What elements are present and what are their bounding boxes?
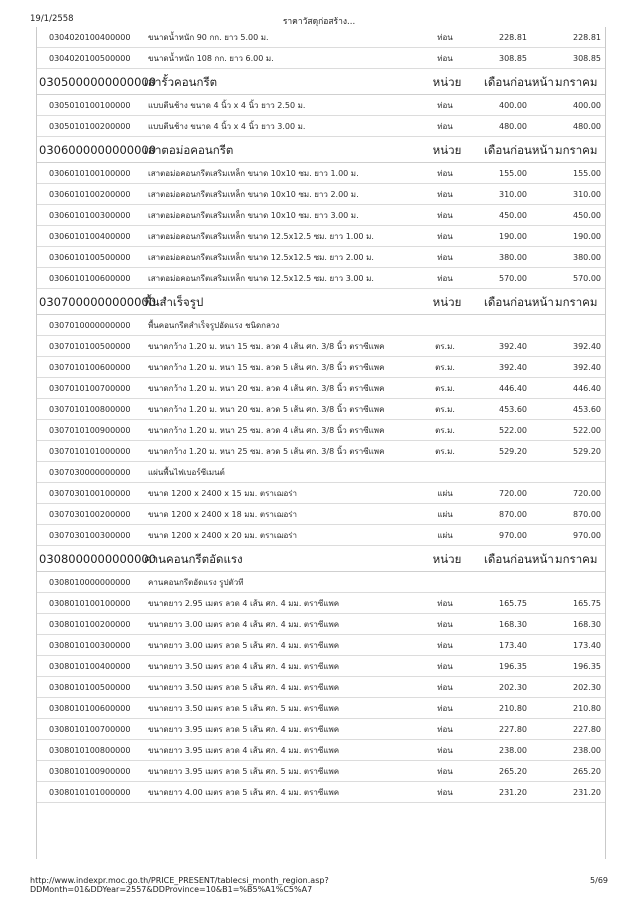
item-code: 0308010000000000 — [49, 578, 131, 587]
table-row — [37, 205, 605, 226]
item-description: ขนาดยาว 3.50 เมตร ลวด 5 เส้น ศก. 5 มม. ตราซีแพค — [148, 704, 340, 713]
item-code: 0308010101000000 — [49, 788, 131, 797]
item-description: ขนาดน้ำหนัก 90 กก. ยาว 5.00 ม. — [148, 33, 269, 42]
table-row — [37, 677, 605, 698]
page-title: ราคาวัสดุก่อสร้าง... — [282, 17, 356, 27]
group-code: 0305000000000000 — [39, 75, 157, 89]
item-description: แบบตีนช้าง ขนาด 4 นิ้ว x 4 นิ้ว ยาว 2.50 ม. — [148, 101, 306, 110]
group-code: 0306000000000000 — [39, 143, 157, 157]
current-month-price: 202.30 — [573, 683, 601, 692]
previous-month-column-header: เดือนก่อนหน้า — [484, 295, 554, 309]
current-month-price: 210.80 — [573, 704, 601, 713]
table-row — [37, 572, 605, 593]
item-description: ขนาดยาว 3.00 เมตร ลวด 5 เส้น ศก. 4 มม. ตราซีแพค — [148, 641, 340, 650]
group-header-row — [37, 69, 605, 95]
group-name: เสาตอม่อคอนกรีต — [144, 143, 234, 157]
item-description: ขนาดกว้าง 1.20 ม. หนา 25 ซม. ลวด 5 เส้น ศก. 3/8 นิ้ว ตราซีแพค — [148, 447, 385, 456]
item-unit: ท่อน — [437, 641, 453, 650]
current-month-price: 480.00 — [573, 122, 601, 131]
current-month-price: 310.00 — [573, 190, 601, 199]
item-code: 0307030100100000 — [49, 489, 131, 498]
unit-column-header: หน่วย — [432, 295, 462, 309]
previous-month-price: 970.00 — [499, 531, 527, 540]
item-description: เสาตอม่อคอนกรีตเสริมเหล็ก ขนาด 10x10 ซม. ยาว 3.00 ม. — [148, 211, 359, 220]
previous-month-price: 522.00 — [499, 426, 527, 435]
item-code: 0307010100900000 — [49, 426, 131, 435]
previous-month-column-header: เดือนก่อนหน้า — [484, 75, 554, 89]
item-unit: ตร.ม. — [435, 384, 455, 393]
print-header — [0, 14, 638, 26]
item-description: ขนาดยาว 3.50 เมตร ลวด 5 เส้น ศก. 4 มม. ตราซีแพค — [148, 683, 340, 692]
table-row — [37, 719, 605, 740]
current-month-price: 400.00 — [573, 101, 601, 110]
previous-month-price: 210.80 — [499, 704, 527, 713]
item-code: 0307030000000000 — [49, 468, 131, 477]
item-unit: ตร.ม. — [435, 405, 455, 414]
item-description: ขนาดยาว 4.00 เมตร ลวด 5 เส้น ศก. 4 มม. ตราซีแพค — [148, 788, 340, 797]
item-code: 0308010100900000 — [49, 767, 131, 776]
table-row — [37, 782, 605, 803]
group-name: คานคอนกรีตอัดแรง — [144, 552, 243, 566]
previous-month-price: 168.30 — [499, 620, 527, 629]
table-row — [37, 184, 605, 205]
item-code: 0304020100400000 — [49, 33, 131, 42]
item-description: ขนาด 1200 x 2400 x 15 มม. ตราเฌอร่า — [148, 489, 298, 498]
print-date: 19/1/2558 — [30, 14, 74, 24]
table-row — [37, 656, 605, 677]
item-code: 0307010101000000 — [49, 447, 131, 456]
unit-column-header: หน่วย — [432, 75, 462, 89]
current-month-price: 446.40 — [573, 384, 601, 393]
group-name: พื้นสำเร็จรูป — [144, 295, 204, 309]
table-row — [37, 761, 605, 782]
item-description: ขนาดยาว 3.00 เมตร ลวด 4 เส้น ศก. 4 มม. ตราซีแพค — [148, 620, 340, 629]
current-month-price: 570.00 — [573, 274, 601, 283]
group-code: 0308000000000000 — [39, 552, 157, 566]
table-row — [37, 163, 605, 184]
table-row — [37, 336, 605, 357]
previous-month-price: 310.00 — [499, 190, 527, 199]
item-unit: ท่อน — [437, 662, 453, 671]
item-unit: ท่อน — [437, 101, 453, 110]
item-code: 0307010100500000 — [49, 342, 131, 351]
previous-month-price: 380.00 — [499, 253, 527, 262]
item-unit: แผ่น — [437, 510, 453, 519]
item-unit: ตร.ม. — [435, 342, 455, 351]
item-description: ขนาดยาว 3.95 เมตร ลวด 4 เส้น ศก. 4 มม. ตราซีแพค — [148, 746, 340, 755]
item-unit: แผ่น — [437, 531, 453, 540]
previous-month-price: 196.35 — [499, 662, 527, 671]
table-row — [37, 483, 605, 504]
item-description: ขนาดน้ำหนัก 108 กก. ยาว 6.00 ม. — [148, 54, 274, 63]
table-row — [37, 504, 605, 525]
previous-month-price: 446.40 — [499, 384, 527, 393]
current-month-price: 970.00 — [573, 531, 601, 540]
current-month-price: 392.40 — [573, 342, 601, 351]
item-code: 0308010100300000 — [49, 641, 131, 650]
item-code: 0308010100100000 — [49, 599, 131, 608]
table-row — [37, 357, 605, 378]
item-unit: ท่อน — [437, 725, 453, 734]
current-month-column-header: มกราคม — [555, 295, 598, 309]
previous-month-price: 173.40 — [499, 641, 527, 650]
item-code: 0306010100400000 — [49, 232, 131, 241]
item-unit: ท่อน — [437, 704, 453, 713]
current-month-column-header: มกราคม — [555, 75, 598, 89]
current-month-price: 522.00 — [573, 426, 601, 435]
item-code: 0307010000000000 — [49, 321, 131, 330]
table-row — [37, 593, 605, 614]
item-unit: ท่อน — [437, 190, 453, 199]
item-code: 0308010100400000 — [49, 662, 131, 671]
previous-month-price: 453.60 — [499, 405, 527, 414]
item-unit: ตร.ม. — [435, 426, 455, 435]
current-month-price: 392.40 — [573, 363, 601, 372]
previous-month-price: 392.40 — [499, 363, 527, 372]
previous-month-price: 155.00 — [499, 169, 527, 178]
item-unit: ท่อน — [437, 232, 453, 241]
item-description: ขนาดกว้าง 1.20 ม. หนา 15 ซม. ลวด 4 เส้น ศก. 3/8 นิ้ว ตราซีแพค — [148, 342, 385, 351]
item-description: ขนาดกว้าง 1.20 ม. หนา 15 ซม. ลวด 5 เส้น ศก. 3/8 นิ้ว ตราซีแพค — [148, 363, 385, 372]
table-row — [37, 740, 605, 761]
table-row — [37, 614, 605, 635]
item-code: 0306010100100000 — [49, 169, 131, 178]
table-row — [37, 420, 605, 441]
item-description: ขนาดยาว 3.50 เมตร ลวด 4 เส้น ศก. 4 มม. ตราซีแพค — [148, 662, 340, 671]
previous-month-price: 720.00 — [499, 489, 527, 498]
price-table — [36, 27, 606, 859]
item-description: ขนาดยาว 2.95 เมตร ลวด 4 เส้น ศก. 4 มม. ตราซีแพค — [148, 599, 340, 608]
previous-month-price: 450.00 — [499, 211, 527, 220]
item-code: 0308010100500000 — [49, 683, 131, 692]
item-unit: ตร.ม. — [435, 363, 455, 372]
item-unit: ท่อน — [437, 122, 453, 131]
item-unit: ท่อน — [437, 274, 453, 283]
item-unit: ท่อน — [437, 253, 453, 262]
item-code: 0307030100200000 — [49, 510, 131, 519]
page-number: 5/69 — [590, 876, 608, 885]
previous-month-column-header: เดือนก่อนหน้า — [484, 143, 554, 157]
current-month-price: 870.00 — [573, 510, 601, 519]
item-unit: ท่อน — [437, 33, 453, 42]
previous-month-price: 231.20 — [499, 788, 527, 797]
table-row — [37, 462, 605, 483]
table-row — [37, 698, 605, 719]
unit-column-header: หน่วย — [432, 552, 462, 566]
item-code: 0306010100300000 — [49, 211, 131, 220]
item-code: 0308010100700000 — [49, 725, 131, 734]
item-code: 0306010100600000 — [49, 274, 131, 283]
table-row — [37, 48, 605, 69]
group-header-row — [37, 289, 605, 315]
previous-month-price: 190.00 — [499, 232, 527, 241]
current-month-price: 228.81 — [573, 33, 601, 42]
unit-column-header: หน่วย — [432, 143, 462, 157]
current-month-column-header: มกราคม — [555, 552, 598, 566]
item-description: ขนาด 1200 x 2400 x 20 มม. ตราเฌอร่า — [148, 531, 298, 540]
previous-month-column-header: เดือนก่อนหน้า — [484, 552, 554, 566]
previous-month-price: 265.20 — [499, 767, 527, 776]
table-row — [37, 116, 605, 137]
item-description: เสาตอม่อคอนกรีตเสริมเหล็ก ขนาด 10x10 ซม. ยาว 2.00 ม. — [148, 190, 359, 199]
table-row — [37, 525, 605, 546]
item-code: 0307010100800000 — [49, 405, 131, 414]
item-description: ขนาดกว้าง 1.20 ม. หนา 25 ซม. ลวด 4 เส้น ศก. 3/8 นิ้ว ตราซีแพค — [148, 426, 385, 435]
item-description: ขนาดกว้าง 1.20 ม. หนา 20 ซม. ลวด 4 เส้น ศก. 3/8 นิ้ว ตราซีแพค — [148, 384, 385, 393]
item-description: ขนาด 1200 x 2400 x 18 มม. ตราเฌอร่า — [148, 510, 298, 519]
previous-month-price: 228.81 — [499, 33, 527, 42]
previous-month-price: 570.00 — [499, 274, 527, 283]
current-month-price: 173.40 — [573, 641, 601, 650]
item-description: ขนาดยาว 3.95 เมตร ลวด 5 เส้น ศก. 5 มม. ตราซีแพค — [148, 767, 340, 776]
current-month-price: 308.85 — [573, 54, 601, 63]
item-unit: ท่อน — [437, 620, 453, 629]
table-row — [37, 315, 605, 336]
item-description: เสาตอม่อคอนกรีตเสริมเหล็ก ขนาด 12.5x12.5 ซม. ยาว 3.00 ม. — [148, 274, 374, 283]
current-month-price: 380.00 — [573, 253, 601, 262]
current-month-price: 265.20 — [573, 767, 601, 776]
item-code: 0305010100200000 — [49, 122, 131, 131]
current-month-price: 529.20 — [573, 447, 601, 456]
table-row — [37, 226, 605, 247]
item-code: 0307030100300000 — [49, 531, 131, 540]
item-description: ขนาดกว้าง 1.20 ม. หนา 20 ซม. ลวด 5 เส้น ศก. 3/8 นิ้ว ตราซีแพค — [148, 405, 385, 414]
table-row — [37, 268, 605, 289]
item-unit: ท่อน — [437, 746, 453, 755]
current-month-price: 238.00 — [573, 746, 601, 755]
previous-month-price: 202.30 — [499, 683, 527, 692]
previous-month-price: 480.00 — [499, 122, 527, 131]
item-description: ขนาดยาว 3.95 เมตร ลวด 5 เส้น ศก. 4 มม. ตราซีแพค — [148, 725, 340, 734]
item-code: 0308010100200000 — [49, 620, 131, 629]
item-code: 0308010100600000 — [49, 704, 131, 713]
current-month-price: 168.30 — [573, 620, 601, 629]
previous-month-price: 227.80 — [499, 725, 527, 734]
item-unit: ท่อน — [437, 599, 453, 608]
table-row — [37, 635, 605, 656]
current-month-price: 450.00 — [573, 211, 601, 220]
table-row — [37, 378, 605, 399]
source-url[interactable]: http://www.indexpr.moc.go.th/PRICE_PRESENT/tablecsi_month_region.asp?DDMonth=01&DDYear=2557&DDProvince=10&B1=%B5%A1%C5%A7 — [30, 876, 329, 894]
item-code: 0304020100500000 — [49, 54, 131, 63]
current-month-price: 196.35 — [573, 662, 601, 671]
previous-month-price: 238.00 — [499, 746, 527, 755]
item-code: 0307010100700000 — [49, 384, 131, 393]
item-unit: ท่อน — [437, 169, 453, 178]
item-description: พื้นคอนกรีตสำเร็จรูปอัดแรง ชนิดกลวง — [148, 321, 280, 330]
group-name: เสารั้วคอนกรีต — [144, 75, 218, 89]
item-unit: ท่อน — [437, 54, 453, 63]
current-month-column-header: มกราคม — [555, 143, 598, 157]
current-month-price: 231.20 — [573, 788, 601, 797]
table-row — [37, 441, 605, 462]
previous-month-price: 529.20 — [499, 447, 527, 456]
item-unit: ท่อน — [437, 211, 453, 220]
group-header-row — [37, 137, 605, 163]
item-description: เสาตอม่อคอนกรีตเสริมเหล็ก ขนาด 12.5x12.5 ซม. ยาว 1.00 ม. — [148, 232, 374, 241]
item-unit: ตร.ม. — [435, 447, 455, 456]
group-header-row — [37, 546, 605, 572]
current-month-price: 720.00 — [573, 489, 601, 498]
table-row — [37, 399, 605, 420]
current-month-price: 165.75 — [573, 599, 601, 608]
previous-month-price: 165.75 — [499, 599, 527, 608]
current-month-price: 227.80 — [573, 725, 601, 734]
current-month-price: 155.00 — [573, 169, 601, 178]
item-description: เสาตอม่อคอนกรีตเสริมเหล็ก ขนาด 10x10 ซม. ยาว 1.00 ม. — [148, 169, 359, 178]
current-month-price: 453.60 — [573, 405, 601, 414]
item-code: 0308010100800000 — [49, 746, 131, 755]
previous-month-price: 308.85 — [499, 54, 527, 63]
item-unit: ท่อน — [437, 683, 453, 692]
current-month-price: 190.00 — [573, 232, 601, 241]
table-row — [37, 247, 605, 268]
price-table-rows — [37, 27, 605, 803]
item-code: 0307010100600000 — [49, 363, 131, 372]
item-description: คานคอนกรีตอัดแรง รูปตัวที — [148, 578, 244, 587]
item-description: เสาตอม่อคอนกรีตเสริมเหล็ก ขนาด 12.5x12.5 ซม. ยาว 2.00 ม. — [148, 253, 374, 262]
item-unit: ท่อน — [437, 767, 453, 776]
item-description: แบบตีนช้าง ขนาด 4 นิ้ว x 4 นิ้ว ยาว 3.00 ม. — [148, 122, 306, 131]
previous-month-price: 400.00 — [499, 101, 527, 110]
item-code: 0306010100200000 — [49, 190, 131, 199]
group-code: 0307000000000000 — [39, 295, 157, 309]
print-footer — [30, 876, 608, 894]
item-unit: ท่อน — [437, 788, 453, 797]
item-code: 0305010100100000 — [49, 101, 131, 110]
previous-month-price: 870.00 — [499, 510, 527, 519]
item-unit: แผ่น — [437, 489, 453, 498]
previous-month-price: 392.40 — [499, 342, 527, 351]
item-code: 0306010100500000 — [49, 253, 131, 262]
table-row — [37, 95, 605, 116]
table-row — [37, 27, 605, 48]
item-description: แผ่นพื้นไฟเบอร์ซีเมนต์ — [148, 468, 225, 477]
